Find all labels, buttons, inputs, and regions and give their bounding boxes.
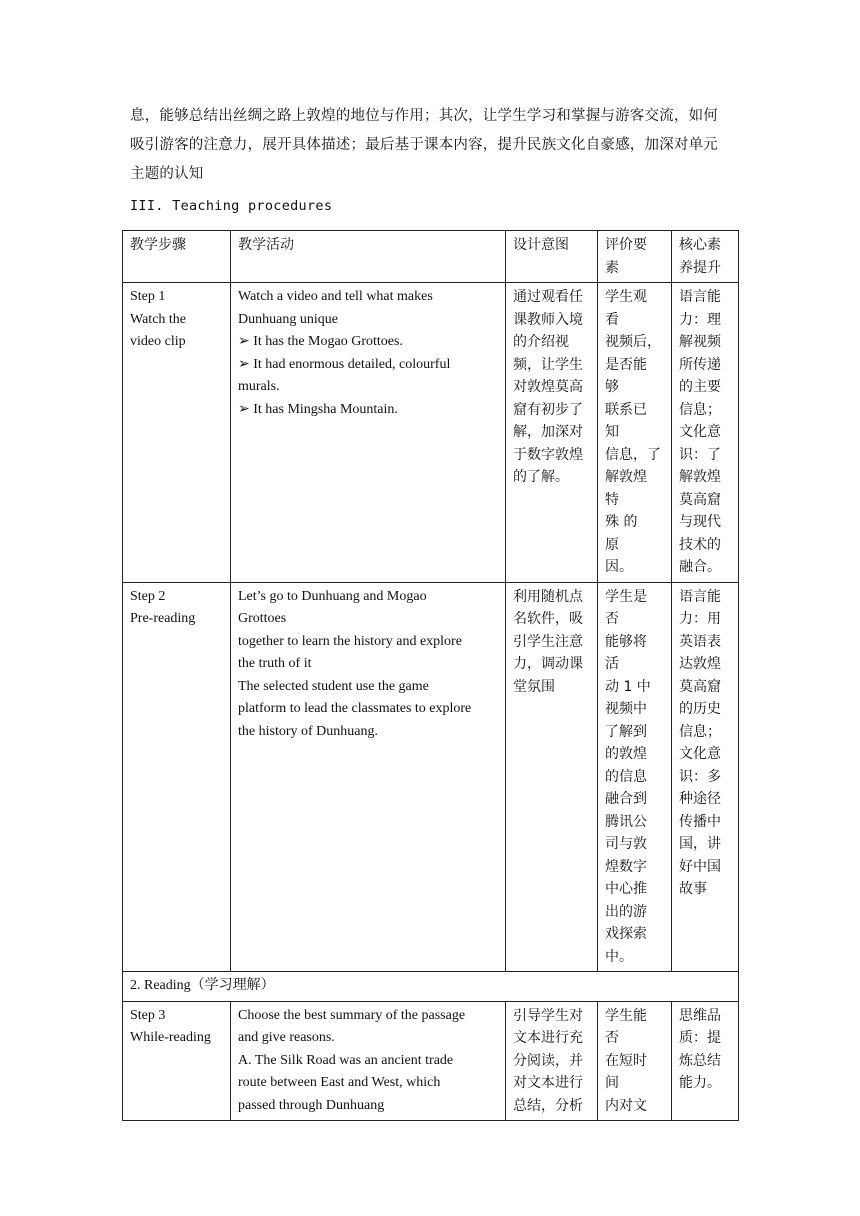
text-line: 动 1 中 xyxy=(605,678,651,695)
literacy-cell xyxy=(672,582,739,972)
text-line: 英语表 xyxy=(679,633,721,650)
text-line: 中。 xyxy=(605,948,633,965)
text-line: together to learn the history and explore xyxy=(238,633,462,649)
text-line: 间 xyxy=(605,1075,619,1091)
text-line: Dunhuang unique xyxy=(238,311,338,327)
header-step: 教学步骤 xyxy=(123,231,231,283)
text-line: 煌数字 xyxy=(605,858,647,875)
text-line: 思维品 xyxy=(679,1007,721,1024)
literacy-cell xyxy=(672,1001,739,1121)
text-line: Step 3 xyxy=(130,1007,166,1023)
table-row xyxy=(123,582,739,972)
text-line: 种途径 xyxy=(679,791,721,807)
text-line: 戏探索 xyxy=(605,926,647,942)
step-cell xyxy=(123,582,231,972)
text-line: 通过观看任 xyxy=(513,289,583,305)
text-line: 够 xyxy=(605,379,619,395)
text-line: 司与敦 xyxy=(605,836,647,852)
text-line: 总结，分析 xyxy=(513,1097,583,1114)
step-cell xyxy=(123,283,231,583)
teaching-procedures-table xyxy=(122,230,739,1121)
text-line: 堂氛围 xyxy=(513,678,555,695)
text-line: 主题的认知 xyxy=(130,166,204,182)
text-line: 知 xyxy=(605,424,619,440)
text-line: Watch the xyxy=(130,311,187,327)
text-line: 学生能 xyxy=(605,1007,647,1024)
text-line: 炼总结 xyxy=(679,1052,721,1069)
text-line: 所传递 xyxy=(679,356,721,373)
text-line: 引导学生对 xyxy=(513,1007,583,1024)
intent-cell xyxy=(506,1001,598,1121)
text-line: 故事 xyxy=(679,881,707,897)
text-line: 内对文 xyxy=(605,1097,647,1114)
text-line: 殊 的 xyxy=(605,514,638,530)
text-line: 解敦煌 xyxy=(605,469,647,485)
text-line: 解，加深对 xyxy=(513,424,583,440)
text-line: 视频中 xyxy=(605,701,647,717)
text-line: 养提升 xyxy=(679,259,721,276)
text-line: 于数字敦煌 xyxy=(513,446,583,463)
text-line: 视频后， xyxy=(605,334,661,350)
activity-cell xyxy=(231,582,506,972)
text-line: 利用随机点 xyxy=(513,588,583,605)
text-line: 学生观 xyxy=(605,289,647,305)
table-row xyxy=(123,1001,739,1121)
text-line: 技术的 xyxy=(679,536,721,553)
text-line: 的介绍视 xyxy=(513,334,569,350)
text-line: 的主要 xyxy=(679,379,721,395)
text-line: 学生是 xyxy=(605,588,647,605)
text-line: ➢ It had enormous detailed, colourful xyxy=(238,356,451,372)
evaluation-cell xyxy=(598,1001,672,1121)
text-line: 在短时 xyxy=(605,1052,647,1069)
text-line: 分阅读，并 xyxy=(513,1052,583,1069)
text-line: 力：理 xyxy=(679,311,721,328)
text-line: 的了解。 xyxy=(513,469,569,485)
section-row xyxy=(123,972,739,1002)
text-line: 中心推 xyxy=(605,881,647,897)
text-line: the history of Dunhuang. xyxy=(238,723,378,739)
header-activity: 教学活动 xyxy=(231,231,506,283)
text-line: 因。 xyxy=(605,559,633,575)
text-line: 核心素 xyxy=(679,237,721,253)
text-line: 文化意 xyxy=(679,424,721,440)
text-line: 名软件，吸 xyxy=(513,611,583,627)
intent-cell xyxy=(506,582,598,972)
text-line: 莫高窟 xyxy=(679,491,721,508)
text-line: 与现代 xyxy=(679,514,721,530)
text-line: video clip xyxy=(130,334,186,349)
text-line: 窟有初步了 xyxy=(513,401,583,418)
text-line: 信息，了 xyxy=(605,446,661,463)
text-line: 的信息 xyxy=(605,768,647,785)
text-line: 引学生注意 xyxy=(513,633,583,650)
text-line: 对敦煌莫高 xyxy=(513,379,583,395)
text-line: ➢ It has Mingsha Mountain. xyxy=(238,401,398,417)
text-line: 的敦煌 xyxy=(605,746,647,762)
text-line: ➢ It has the Mogao Grottoes. xyxy=(238,334,403,349)
intent-cell xyxy=(506,283,598,583)
text-line: 解敦煌 xyxy=(679,469,721,485)
text-line: the truth of it xyxy=(238,656,312,671)
text-line: 好中国 xyxy=(679,858,721,875)
header-intent xyxy=(506,231,598,283)
text-line: 语言能 xyxy=(679,588,721,605)
section-heading: III. Teaching procedures xyxy=(130,198,333,214)
text-line: 质：提 xyxy=(679,1030,721,1046)
text-line: 融合到 xyxy=(605,791,647,807)
activity-cell xyxy=(231,1001,506,1121)
text-line: 联系已 xyxy=(605,401,647,418)
literacy-cell xyxy=(672,283,739,583)
text-line: and give reasons. xyxy=(238,1030,335,1045)
text-line: 素 xyxy=(605,259,619,276)
text-line: 课教师入境 xyxy=(513,311,583,328)
text-line: 解视频 xyxy=(679,334,721,350)
text-line: Watch a video and tell what makes xyxy=(238,289,433,304)
text-line: 信息； xyxy=(679,401,721,418)
text-line: 莫高窟 xyxy=(679,678,721,695)
text-line: 识：多 xyxy=(679,768,721,785)
text-line: 了解到 xyxy=(605,723,647,740)
text-line: 对文本进行 xyxy=(513,1075,583,1091)
text-line: Pre-reading xyxy=(130,611,196,626)
text-line: murals. xyxy=(238,379,280,394)
text-line: 语言能 xyxy=(679,289,721,305)
text-line: 能力。 xyxy=(679,1075,721,1091)
text-line: While-reading xyxy=(130,1030,211,1045)
text-line: 文化意 xyxy=(679,746,721,762)
step-cell xyxy=(123,1001,231,1121)
text-line: route between East and West, which xyxy=(238,1075,441,1090)
text-line: 达敦煌 xyxy=(679,656,721,672)
text-line: 活 xyxy=(605,656,619,672)
text-line: 评价要 xyxy=(605,237,647,253)
text-line: 文本进行充 xyxy=(513,1030,583,1046)
header-evaluation xyxy=(598,231,672,283)
text-line: 信息； xyxy=(679,723,721,740)
text-line: 设计意图 xyxy=(513,237,569,253)
text-line: 频，让学生 xyxy=(513,356,583,373)
text-line: 传播中 xyxy=(679,813,721,830)
text-line: Step 2 xyxy=(130,588,166,604)
text-line: platform to lead the classmates to explore xyxy=(238,701,472,716)
header-literacy xyxy=(672,231,739,283)
text-line: 能够将 xyxy=(605,633,647,650)
text-line: 原 xyxy=(605,536,619,553)
text-line: 融合。 xyxy=(679,559,721,575)
text-line: 的历史 xyxy=(679,701,721,717)
text-line: Grottoes xyxy=(238,611,287,626)
text-line: 特 xyxy=(605,491,619,508)
text-line: A. The Silk Road was an ancient trade xyxy=(238,1052,454,1068)
text-line: 腾讯公 xyxy=(605,813,647,830)
text-line: 息，能够总结出丝绸之路上敦煌的地位与作用；其次，让学生学习和掌握与游客交流，如何 xyxy=(130,108,718,124)
text-line: Choose the best summary of the passage xyxy=(238,1007,466,1023)
table-row xyxy=(123,283,739,583)
text-line: The selected student use the game xyxy=(238,678,429,694)
text-line: 力：用 xyxy=(679,611,721,627)
table-header-row xyxy=(123,231,739,283)
evaluation-cell xyxy=(598,283,672,583)
text-line: Let’s go to Dunhuang and Mogao xyxy=(238,588,427,604)
text-line: 力，调动课 xyxy=(513,656,583,672)
activity-cell xyxy=(231,283,506,583)
section-row-label: 2. Reading（学习理解） xyxy=(123,972,739,1002)
evaluation-cell xyxy=(598,582,672,972)
text-line: 出的游 xyxy=(605,903,647,920)
text-line: 看 xyxy=(605,311,619,328)
intro-paragraph xyxy=(130,102,736,189)
text-line: 是否能 xyxy=(605,356,647,373)
text-line: 吸引游客的注意力，展开具体描述；最后基于课本内容，提升民族文化自豪感，加深对单元 xyxy=(130,137,718,153)
text-line: Step 1 xyxy=(130,289,166,304)
text-line: 否 xyxy=(605,1030,619,1046)
text-line: 识：了 xyxy=(679,446,721,463)
text-line: 国，讲 xyxy=(679,836,721,852)
text-line: passed through Dunhuang xyxy=(238,1097,385,1113)
text-line: 否 xyxy=(605,611,619,627)
